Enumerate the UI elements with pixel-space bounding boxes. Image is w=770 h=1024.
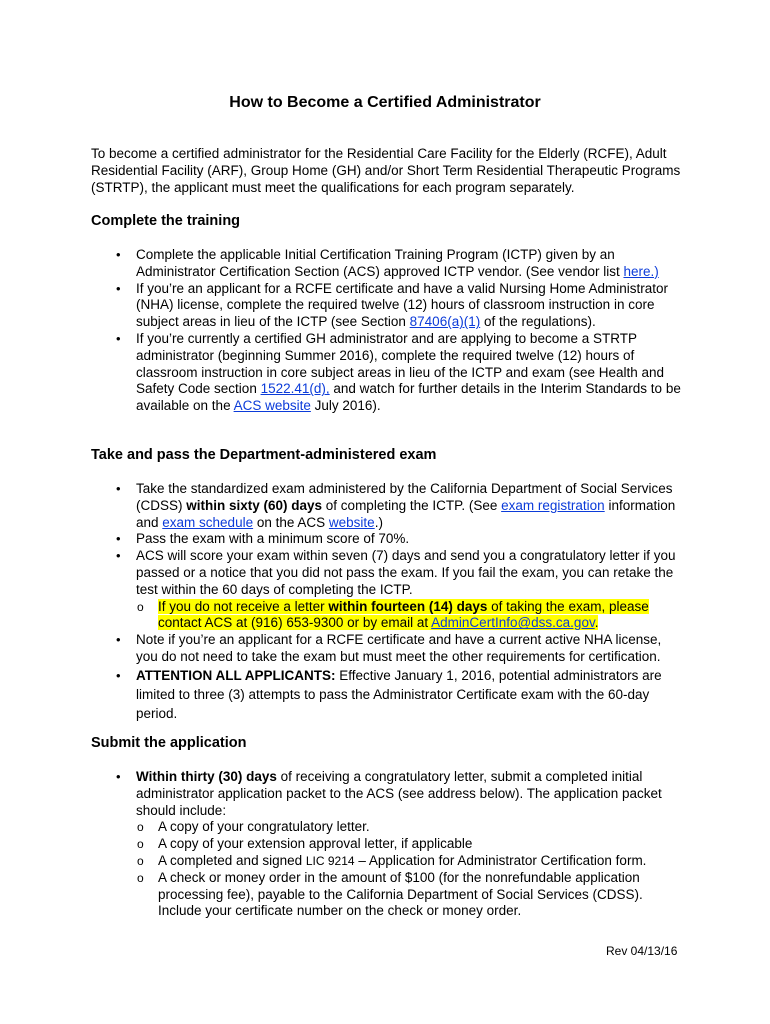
- list-item: • If you’re currently a certified GH administrator and are applying to become a STRTP administrator (beginning Summer 2016), complete the required twelve (12) hours of classroom instruction in core subject areas in lieu of the ICTP and exam (see Health and Safety Code section 1522.41(d), and watch for further details in the Interim Standards to be available on the ACS website July 2016).: [0, 331, 681, 415]
- form-number: LIC 9214: [305, 853, 355, 868]
- list-item: • Within thirty (30) days of receiving a congratulatory letter, submit a completed initial administrator application packet to the ACS (see address below). The application packet should include: o A copy of your congratulatory letter. o A copy of your extension approval letter, if applicable o A completed and signed LIC 9214 – Application for Administrator Certification form. o A check or money order in the amount of $100 (for the nonrefundable application processing fee), payable to the California Department of Social Services (CDSS). Include your certificate number on the check or money order.: [0, 769, 681, 920]
- email-link[interactable]: AdminCertInfo@dss.ca.gov: [431, 615, 595, 631]
- section-heading-application: Submit the application: [91, 735, 247, 751]
- list-item: • Complete the applicable Initial Certification Training Program (ICTP) given by an Administrator Certification Section (ACS) approved ICTP vendor. (See vendor list here.): [0, 247, 681, 281]
- sub-list-item: o A completed and signed LIC 9214 – Application for Administrator Certification form.: [136, 853, 681, 870]
- sub-list-item: o A check or money order in the amount of $100 (for the nonrefundable application processing fee), payable to the California Department of Social Services (CDSS). Include your certificate number on the check or money order.: [136, 870, 681, 920]
- application-sublist: [136, 819, 681, 920]
- vendor-list-link[interactable]: here.): [623, 263, 659, 279]
- highlighted-notice: If you do not receive a letter within fourteen (14) days of taking the exam, please contact ACS at (916) 653-9300 or by email at AdminCertInfo@dss.ca.gov.: [158, 598, 649, 631]
- list-item: • Take the standardized exam administered by the California Department of Social Services (CDSS) within sixty (60) days of completing the ICTP. (See exam registration information and exam schedule on the ACS website.): [0, 481, 681, 531]
- acs-website-link[interactable]: ACS website: [233, 398, 311, 414]
- health-safety-code-link[interactable]: 1522.41(d),: [260, 381, 330, 397]
- exam-registration-link[interactable]: exam registration: [501, 497, 605, 513]
- list-item: • If you’re an applicant for a RCFE certificate and have a valid Nursing Home Administrator (NHA) license, complete the required twelve (12) hours of classroom instruction in core subject areas in lieu of the ICTP (see Section 87406(a)(1) of the regulations).: [0, 281, 681, 331]
- exam-list: [0, 481, 681, 723]
- page-title: How to Become a Certified Administrator: [229, 94, 541, 111]
- sub-list-item: [136, 599, 681, 633]
- acs-website-link[interactable]: website: [328, 514, 375, 530]
- intro-paragraph: To become a certified administrator for the Residential Care Facility for the Elderly (RCFE), Adult Residential Facility (ARF), Group Home (GH) and/or Short Term Residential Therapeutic Programs (STRTP), the applicant must meet the qualifications for each program separately.: [91, 146, 681, 195]
- list-item: • ACS will score your exam within seven (7) days and send you a congratulatory letter if you passed or a notice that you did not pass the exam. If you fail the exam, you can retake the test within the 60 days of completing the ICTP. o If you do not receive a letter within fourteen (14) days of taking the exam, please contact ACS at (916) 653-9300 or by email at AdminCertInfo@dss.ca.gov.: [0, 548, 681, 632]
- application-list: [0, 769, 681, 920]
- revision-date: Rev 04/13/16: [606, 944, 678, 958]
- exam-schedule-link[interactable]: exam schedule: [162, 514, 254, 530]
- section-heading-exam: Take and pass the Department-administered exam: [91, 447, 437, 463]
- sub-list-item: o A copy of your extension approval letter, if applicable: [136, 836, 681, 853]
- exam-sublist: [136, 599, 681, 633]
- list-item: • Pass the exam with a minimum score of 70%.: [0, 531, 681, 548]
- sub-list-item: o A copy of your congratulatory letter.: [136, 819, 681, 836]
- list-item: • ATTENTION ALL APPLICANTS: Effective January 1, 2016, potential administrators are limited to three (3) attempts to pass the Administrator Certificate exam with the 60-day period.: [0, 666, 681, 723]
- list-item: • Note if you’re an applicant for a RCFE certificate and have a current active NHA license, you do not need to take the exam but must meet the other requirements for certification.: [0, 632, 681, 666]
- regulation-link[interactable]: 87406(a)(1): [409, 314, 481, 330]
- training-list: [0, 247, 681, 415]
- section-heading-training: Complete the training: [91, 213, 241, 229]
